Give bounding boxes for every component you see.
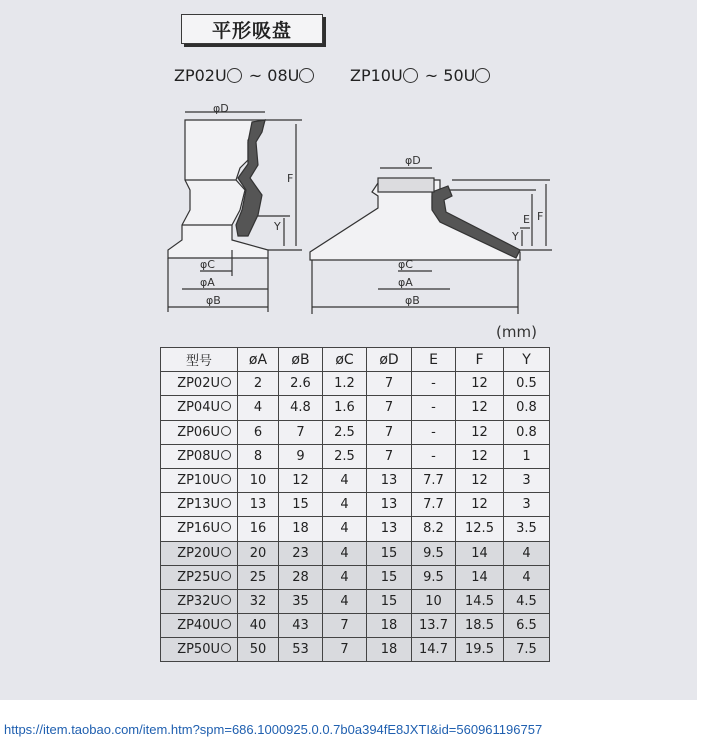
model-name: ZP10U — [177, 473, 220, 489]
value-cell: - — [412, 444, 456, 468]
value-cell: 12 — [456, 468, 504, 492]
value-cell: 7 — [323, 638, 367, 662]
value-cell: 14 — [456, 541, 504, 565]
value-cell: 7.5 — [504, 638, 550, 662]
unit-label: (mm) — [496, 323, 537, 341]
suction-cup-drawings — [0, 90, 697, 320]
value-cell: 12 — [456, 444, 504, 468]
table-row — [161, 493, 550, 517]
value-cell: 4 — [504, 541, 550, 565]
value-cell: 12 — [279, 468, 323, 492]
circle-icon — [227, 68, 242, 83]
value-cell: 18 — [279, 517, 323, 541]
series-small-to: 08U — [267, 66, 300, 85]
model-cell — [161, 517, 238, 541]
circle-icon — [221, 522, 231, 532]
header-f: F — [456, 348, 504, 372]
value-cell: 10 — [238, 468, 279, 492]
value-cell: 20 — [238, 541, 279, 565]
value-cell: 4 — [323, 589, 367, 613]
large-dim-b: φB — [405, 294, 420, 307]
table-row — [161, 468, 550, 492]
value-cell: 6.5 — [504, 614, 550, 638]
small-dim-c: φC — [200, 258, 215, 271]
value-cell: 0.5 — [504, 372, 550, 396]
value-cell: 14.5 — [456, 589, 504, 613]
value-cell: 7.7 — [412, 493, 456, 517]
value-cell: 3 — [504, 493, 550, 517]
value-cell: 10 — [412, 589, 456, 613]
value-cell: 4 — [323, 541, 367, 565]
series-large-from: ZP10U — [350, 66, 403, 85]
value-cell: 12.5 — [456, 517, 504, 541]
value-cell: 13.7 — [412, 614, 456, 638]
value-cell: 19.5 — [456, 638, 504, 662]
value-cell: 7 — [367, 420, 412, 444]
small-dim-a: φA — [200, 276, 215, 289]
small-dim-d: φD — [213, 102, 229, 115]
value-cell: 13 — [367, 517, 412, 541]
value-cell: 4 — [323, 468, 367, 492]
value-cell: 14 — [456, 565, 504, 589]
value-cell: 16 — [238, 517, 279, 541]
model-name: ZP08U — [177, 448, 220, 464]
value-cell: 12 — [456, 396, 504, 420]
value-cell: 32 — [238, 589, 279, 613]
circle-icon — [221, 595, 231, 605]
circle-icon — [403, 68, 418, 83]
value-cell: 4 — [323, 493, 367, 517]
spec-table — [160, 347, 550, 662]
value-cell: 25 — [238, 565, 279, 589]
value-cell: 4 — [238, 396, 279, 420]
value-cell: 1.6 — [323, 396, 367, 420]
model-cell — [161, 396, 238, 420]
value-cell: 7 — [367, 444, 412, 468]
value-cell: 3.5 — [504, 517, 550, 541]
series-small-sep: ~ — [248, 66, 263, 85]
large-dim-a: φA — [398, 276, 413, 289]
series-label-small — [174, 66, 316, 85]
value-cell: 15 — [279, 493, 323, 517]
header-b: øB — [279, 348, 323, 372]
model-cell — [161, 372, 238, 396]
circle-icon — [221, 643, 231, 653]
value-cell: 4 — [323, 565, 367, 589]
large-dim-e: E — [523, 213, 530, 226]
large-dim-c: φC — [398, 258, 413, 271]
model-cell — [161, 468, 238, 492]
circle-icon — [221, 377, 231, 387]
small-cup-drawing — [168, 112, 302, 312]
circle-icon — [221, 619, 231, 629]
value-cell: 28 — [279, 565, 323, 589]
value-cell: 8 — [238, 444, 279, 468]
model-cell — [161, 614, 238, 638]
series-label-large — [350, 66, 492, 85]
section-title: 平形吸盘 — [181, 14, 323, 44]
value-cell: 7 — [323, 614, 367, 638]
value-cell: 18.5 — [456, 614, 504, 638]
series-large-to: 50U — [443, 66, 476, 85]
value-cell: 8.2 — [412, 517, 456, 541]
value-cell: 13 — [367, 468, 412, 492]
value-cell: 7 — [367, 396, 412, 420]
value-cell: 6 — [238, 420, 279, 444]
model-name: ZP04U — [177, 400, 220, 416]
value-cell: - — [412, 396, 456, 420]
circle-icon — [221, 547, 231, 557]
value-cell: 0.8 — [504, 396, 550, 420]
large-dim-y: Y — [512, 230, 519, 243]
table-row — [161, 614, 550, 638]
value-cell: 4 — [504, 565, 550, 589]
value-cell: 9.5 — [412, 565, 456, 589]
value-cell: 40 — [238, 614, 279, 638]
value-cell: 9.5 — [412, 541, 456, 565]
model-cell — [161, 541, 238, 565]
header-a: øA — [238, 348, 279, 372]
model-cell — [161, 420, 238, 444]
value-cell: 15 — [367, 541, 412, 565]
value-cell: 15 — [367, 589, 412, 613]
value-cell: 4.8 — [279, 396, 323, 420]
value-cell: 4 — [323, 517, 367, 541]
model-name: ZP50U — [177, 642, 220, 658]
large-dim-d: φD — [405, 154, 421, 167]
value-cell: 35 — [279, 589, 323, 613]
value-cell: 0.8 — [504, 420, 550, 444]
table-row — [161, 565, 550, 589]
model-name: ZP20U — [177, 545, 220, 561]
model-name: ZP06U — [177, 424, 220, 440]
model-cell — [161, 565, 238, 589]
value-cell: 14.7 — [412, 638, 456, 662]
model-name: ZP02U — [177, 376, 220, 392]
value-cell: 2.5 — [323, 444, 367, 468]
value-cell: 7 — [279, 420, 323, 444]
table-row — [161, 444, 550, 468]
value-cell: 2.6 — [279, 372, 323, 396]
value-cell: - — [412, 420, 456, 444]
circle-icon — [221, 498, 231, 508]
model-cell — [161, 444, 238, 468]
value-cell: 18 — [367, 614, 412, 638]
circle-icon — [221, 474, 231, 484]
model-name: ZP25U — [177, 569, 220, 585]
table-row — [161, 396, 550, 420]
value-cell: 23 — [279, 541, 323, 565]
value-cell: - — [412, 372, 456, 396]
header-c: øC — [323, 348, 367, 372]
model-name: ZP16U — [177, 521, 220, 537]
model-cell — [161, 493, 238, 517]
circle-icon — [221, 426, 231, 436]
value-cell: 3 — [504, 468, 550, 492]
table-row — [161, 420, 550, 444]
header-d: øD — [367, 348, 412, 372]
model-name: ZP32U — [177, 593, 220, 609]
circle-icon — [221, 571, 231, 581]
value-cell: 18 — [367, 638, 412, 662]
value-cell: 7.7 — [412, 468, 456, 492]
value-cell: 12 — [456, 420, 504, 444]
table-header-row — [161, 348, 550, 372]
circle-icon — [221, 401, 231, 411]
model-name: ZP13U — [177, 497, 220, 513]
header-model: 型号 — [161, 348, 238, 372]
table-row — [161, 638, 550, 662]
model-cell — [161, 638, 238, 662]
value-cell: 13 — [367, 493, 412, 517]
value-cell: 2 — [238, 372, 279, 396]
value-cell: 50 — [238, 638, 279, 662]
value-cell: 9 — [279, 444, 323, 468]
value-cell: 1.2 — [323, 372, 367, 396]
model-cell — [161, 589, 238, 613]
large-dim-f: F — [537, 210, 544, 223]
value-cell: 43 — [279, 614, 323, 638]
circle-icon — [299, 68, 314, 83]
value-cell: 15 — [367, 565, 412, 589]
value-cell: 7 — [367, 372, 412, 396]
table-row — [161, 372, 550, 396]
value-cell: 13 — [238, 493, 279, 517]
table-row — [161, 589, 550, 613]
header-y: Y — [504, 348, 550, 372]
series-large-sep: ~ — [424, 66, 439, 85]
circle-icon — [221, 450, 231, 460]
small-dim-y: Y — [274, 220, 281, 233]
value-cell: 12 — [456, 372, 504, 396]
source-url: https://item.taobao.com/item.htm?spm=686.1000925.0.0.7b0a394fE8JXTI&id=560961196757 — [4, 722, 543, 737]
model-name: ZP40U — [177, 618, 220, 634]
value-cell: 12 — [456, 493, 504, 517]
value-cell: 2.5 — [323, 420, 367, 444]
header-e: E — [412, 348, 456, 372]
small-dim-f: F — [287, 172, 294, 185]
table-row — [161, 541, 550, 565]
value-cell: 4.5 — [504, 589, 550, 613]
circle-icon — [475, 68, 490, 83]
series-small-from: ZP02U — [174, 66, 227, 85]
value-cell: 1 — [504, 444, 550, 468]
table-row — [161, 517, 550, 541]
value-cell: 53 — [279, 638, 323, 662]
small-dim-b: φB — [206, 294, 221, 307]
